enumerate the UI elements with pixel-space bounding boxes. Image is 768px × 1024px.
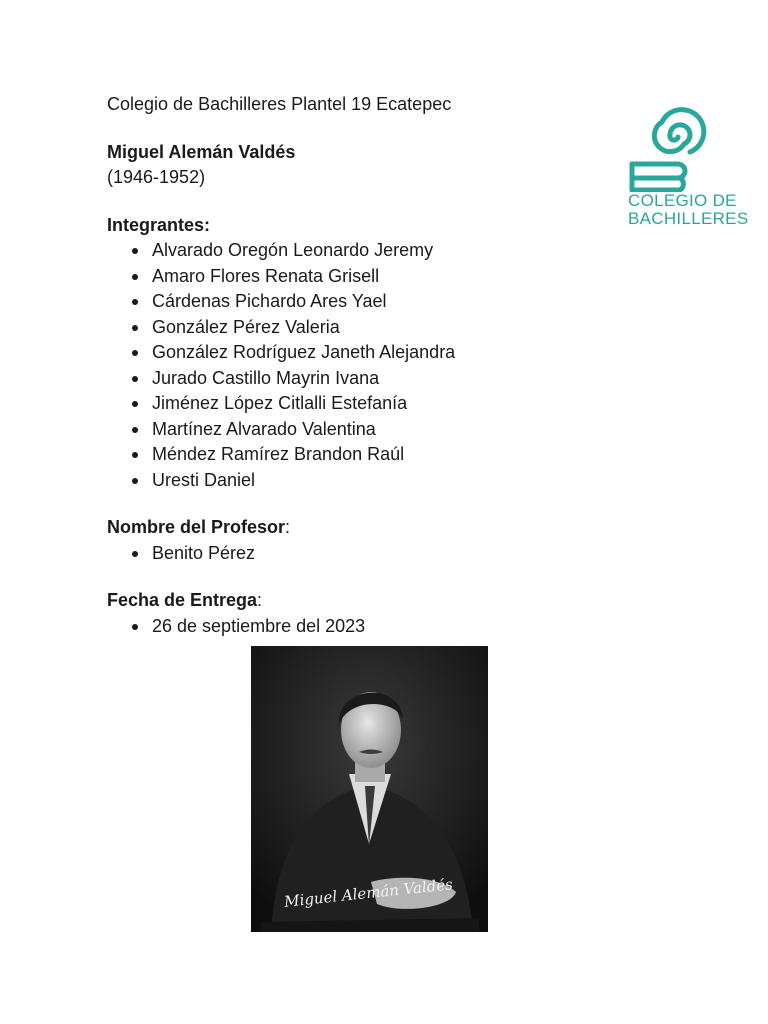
logo-text xyxy=(628,192,748,228)
spiral-icon xyxy=(626,102,761,192)
delivery-heading xyxy=(107,588,607,614)
members-list xyxy=(107,238,607,493)
portrait-photo xyxy=(251,646,488,932)
professor-heading-label: Nombre del Profesor xyxy=(107,517,286,537)
subject-name: Miguel Alemán Valdés xyxy=(107,141,296,162)
subject-period: (1946-1952) xyxy=(107,167,206,187)
professor-list xyxy=(107,541,607,567)
logo-text-line1: COLEGIO DE xyxy=(628,191,737,210)
list-item: González Rodríguez Janeth Alejandra xyxy=(152,340,607,366)
logo-text-line2: BACHILLERES xyxy=(628,209,749,228)
professor-heading-colon: : xyxy=(285,517,291,537)
professor-heading xyxy=(107,515,607,541)
delivery-list xyxy=(107,614,607,640)
list-item: Cárdenas Pichardo Ares Yael xyxy=(152,289,607,315)
document-body xyxy=(107,92,607,639)
list-item: Amaro Flores Renata Grisell xyxy=(152,264,607,290)
delivery-heading-colon: : xyxy=(257,590,263,610)
school-name: Colegio de Bachilleres Plantel 19 Ecatepec xyxy=(107,94,452,114)
list-item: Uresti Daniel xyxy=(152,468,607,494)
delivery-heading-label: Fecha de Entrega xyxy=(107,590,258,610)
list-item: González Pérez Valeria xyxy=(152,315,607,341)
delivery-date: 26 de septiembre del 2023 xyxy=(152,614,607,640)
list-item: Jiménez López Citlalli Estefanía xyxy=(152,391,607,417)
list-item: Jurado Castillo Mayrin Ivana xyxy=(152,366,607,392)
list-item: Martínez Alvarado Valentina xyxy=(152,417,607,443)
signature: Miguel Alemán Valdés xyxy=(283,875,454,911)
list-item: Méndez Ramírez Brandon Raúl xyxy=(152,442,607,468)
members-heading: Integrantes: xyxy=(107,214,211,235)
portrait-image xyxy=(251,646,488,932)
professor-name: Benito Pérez xyxy=(152,541,607,567)
list-item: Alvarado Oregón Leonardo Jeremy xyxy=(152,238,607,264)
colegio-logo xyxy=(626,102,761,232)
